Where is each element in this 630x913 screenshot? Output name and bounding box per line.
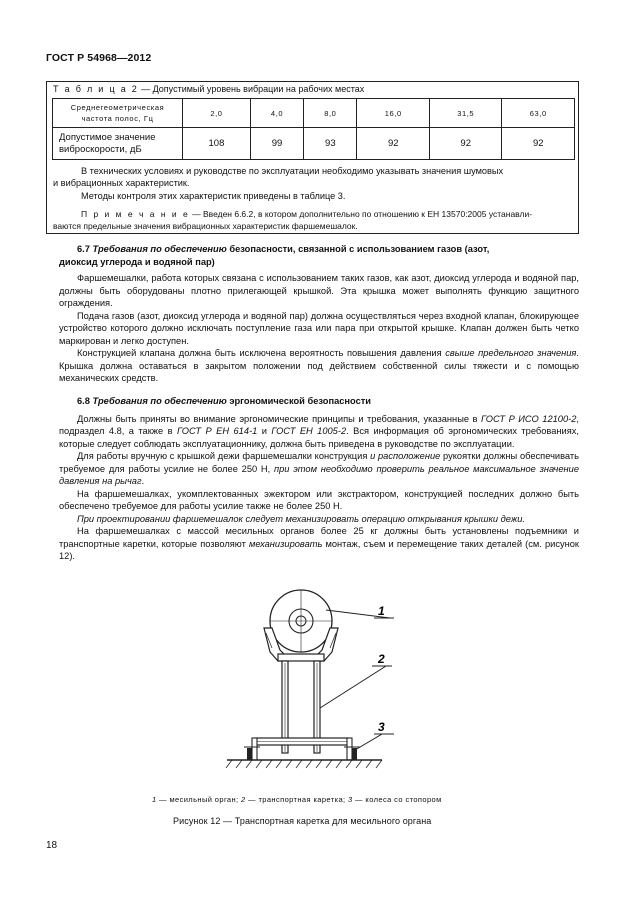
text-run: , подраздел 4.8, а также в bbox=[59, 413, 579, 436]
vibration-table bbox=[52, 98, 575, 160]
figure-caption: Рисунок 12 — Транспортная каретка для месильного органа bbox=[173, 816, 432, 826]
text-run: рукоятки должны обеспечивать требуемое для работы усилие не более 250 Н, bbox=[59, 451, 580, 474]
callout-3: 3 bbox=[378, 720, 385, 734]
table-caption bbox=[53, 84, 364, 94]
figure-12-transport-carriage bbox=[222, 588, 402, 788]
section-6-7-heading-line2: диоксид углерода и водяной пар) bbox=[59, 256, 215, 267]
value-header-cell bbox=[53, 128, 183, 160]
leader-line-2 bbox=[320, 666, 386, 708]
frequency-cell: 31,5 bbox=[429, 99, 501, 128]
text-run-italic: ГОСТ Р ЕН 614-1 bbox=[177, 426, 258, 436]
table-note bbox=[53, 208, 575, 233]
text-run: . Крышка должна оставаться в закрытом положении под действием собственной силы тяжести и с помощью механических средств. bbox=[59, 348, 579, 383]
paragraph bbox=[59, 525, 579, 563]
section-6-7-heading bbox=[59, 243, 579, 256]
legend-number: 1 bbox=[152, 795, 157, 804]
text-run: Конструкцией клапана должна быть исключена вероятность повышения давления bbox=[77, 348, 446, 358]
figure-legend bbox=[152, 795, 442, 804]
paragraph bbox=[59, 450, 579, 488]
note-label: П р и м е ч а н и е bbox=[81, 209, 190, 219]
value-cell: 93 bbox=[304, 128, 357, 160]
frequency-cell: 63,0 bbox=[502, 99, 575, 128]
table-paragraph-2: Методы контроля этих характеристик приведены в таблице 3. bbox=[81, 191, 346, 201]
legend-text: — транспортная каретка; bbox=[245, 795, 348, 804]
paragraph: На фаршемешалках, укомплектованных эжектором или экстрактором, конструкцией последних должно быть обеспечено требуемое для работы усилие также не более 250 Н. bbox=[59, 488, 579, 511]
text-run-italic: При проектировании фаршемешалок следует механизировать операцию открывания крышки дежи. bbox=[77, 513, 525, 524]
value-cell: 92 bbox=[357, 128, 429, 160]
frequency-header-line1: Среднегеометрическая bbox=[70, 103, 165, 112]
text-run-italic: свыше предельного значения bbox=[445, 348, 577, 358]
text-run-italic: ГОСТ ЕН 1005-2 bbox=[271, 426, 347, 436]
section-number: 6.7 bbox=[77, 244, 90, 254]
value-header-line2: виброскорости, дБ bbox=[59, 143, 142, 155]
frequency-cell: 2,0 bbox=[183, 99, 251, 128]
callout-2: 2 bbox=[378, 652, 385, 666]
text-run: монтаж, съем и перемещение таких деталей (см. рисунок 12). bbox=[59, 538, 579, 561]
cross-beam bbox=[278, 654, 324, 661]
section-6-8-heading bbox=[59, 395, 579, 408]
value-cell: 108 bbox=[183, 128, 251, 160]
page-number: 18 bbox=[46, 840, 58, 851]
text-run-italic: ГОСТ Р ИСО 12100-2 bbox=[481, 413, 577, 424]
text-run-italic: механизировать bbox=[248, 538, 323, 549]
right-leg bbox=[347, 738, 352, 760]
text-run-italic: и расположение bbox=[370, 451, 441, 461]
section-title-italic: Требования по обеспечению bbox=[92, 244, 227, 254]
text-run: . Вся информация об эргономических требованиях, которые следует соблюдать эксплуатационнику, должна быть приведена в руководстве по эксплуатации. bbox=[59, 426, 580, 449]
left-leg bbox=[252, 738, 257, 760]
legend-text: — колеса со стопором bbox=[352, 795, 442, 804]
text-run: и bbox=[257, 426, 272, 436]
table-row bbox=[53, 128, 575, 160]
table-row bbox=[53, 99, 575, 128]
value-cell: 99 bbox=[250, 128, 303, 160]
table-paragraph-1-line1: В технических условиях и руководстве по эксплуатации необходимо указывать значения шумовых bbox=[81, 166, 504, 176]
legend-number: 2 bbox=[241, 795, 246, 804]
section-title-rest: безопасности, связанной с использованием газов (азот, bbox=[226, 244, 490, 254]
text-run: На фаршемешалках с массой месильных органов более 25 кг должны быть установлены подъемники и транспортные каретки, которые позволяют bbox=[59, 526, 579, 549]
frequency-header-line2: частота полос, Гц bbox=[81, 114, 154, 123]
section-title-italic: Требования по обеспечению bbox=[92, 396, 227, 406]
paragraph bbox=[59, 347, 579, 385]
section-6-7 bbox=[59, 243, 579, 385]
table-paragraph-1-line2: и вибрационных характеристик. bbox=[53, 178, 190, 189]
document-header: ГОСТ Р 54968—2012 bbox=[46, 52, 152, 64]
text-run: Для работы вручную с крышкой дежи фаршемешалки конструкция bbox=[77, 451, 371, 461]
paragraph bbox=[59, 413, 579, 451]
section-6-8 bbox=[59, 395, 579, 563]
paragraph bbox=[59, 513, 579, 526]
text-run: Должны быть приняты во внимание эргономические принципы и требования, указанные в bbox=[77, 413, 481, 424]
value-cell: 92 bbox=[429, 128, 501, 160]
legend-number: 3 bbox=[347, 795, 353, 804]
value-header-line1: Допустимое значение bbox=[59, 131, 156, 143]
frequency-cell: 16,0 bbox=[357, 99, 429, 128]
paragraph: Фаршемешалки, работа которых связана с использованием таких газов, как азот, диоксид углерода и водяной пар, должны быть оборудованы плотно прилегающей крышкой. Эта крышка может выполнять функцию защитного ограждения. bbox=[59, 273, 579, 308]
section-number: 6.8 bbox=[77, 396, 90, 406]
legend-text: — месильный орган; bbox=[156, 795, 241, 804]
floor-hatching bbox=[226, 760, 382, 768]
leader-line-3 bbox=[355, 734, 382, 750]
table-paragraph-1 bbox=[53, 165, 575, 190]
value-cell: 92 bbox=[502, 128, 575, 160]
note-line2: ваются предельные значения вибрационных характеристик фаршемешалок. bbox=[53, 221, 358, 232]
paragraph: Подача газов (азот, диоксид углерода и водяной пар) должна осуществляться через входной клапан, блокирующее устройство которого должно исключать поступление газа или пара при открытой крышке. Клапан должен быть четко маркирован и легко доступен. bbox=[59, 310, 579, 346]
wheel-left bbox=[247, 748, 252, 760]
callout-1: 1 bbox=[378, 604, 385, 618]
section-title-rest: эргономической безопасности bbox=[226, 396, 372, 406]
frequency-cell: 4,0 bbox=[250, 99, 303, 128]
frequency-header-cell bbox=[53, 99, 183, 128]
text-run: . bbox=[141, 476, 145, 486]
frequency-cell: 8,0 bbox=[304, 99, 357, 128]
table-caption-text: — Допустимый уровень вибрации на рабочих местах bbox=[138, 84, 365, 94]
table-frame bbox=[46, 81, 579, 234]
note-text: — Введен 6.6.2, в котором дополнительно по отношению к ЕН 13570:2005 устанавли- bbox=[189, 209, 533, 219]
table-caption-prefix: Т а б л и ц а 2 bbox=[53, 84, 139, 94]
text-run-italic: при этом необходимо проверить реальное максимальное значение давления на рычаг bbox=[59, 463, 579, 486]
